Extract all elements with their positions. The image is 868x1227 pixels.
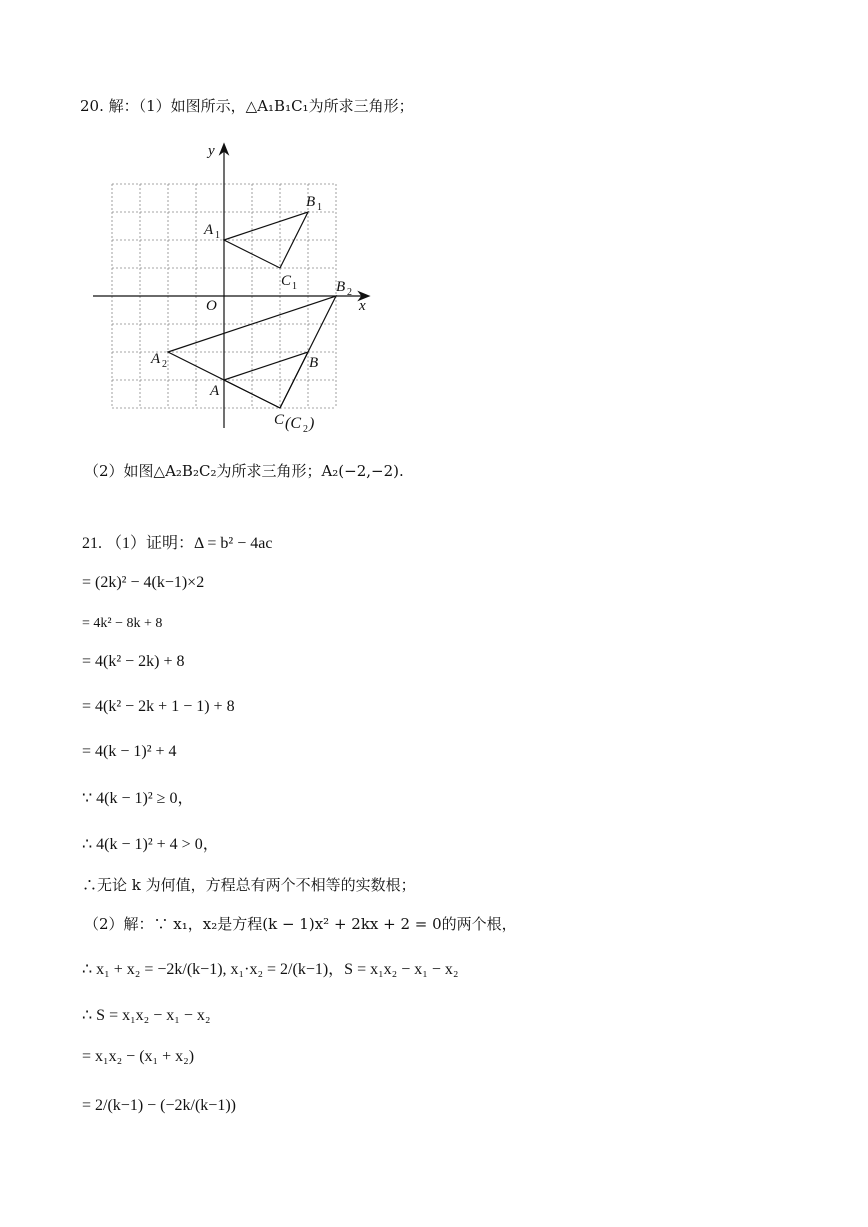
label-b2-sub: 2 xyxy=(347,287,352,298)
q21-line10: （2）解：∵ x₁，x₂是方程(k − 1)x² + 2kx + 2 = 0的两个根， xyxy=(84,915,517,933)
q21-line7: ∵ 4(k − 1)² ≥ 0， xyxy=(82,790,194,807)
label-b: B xyxy=(309,355,319,371)
q21-line6: = 4(k − 1)² + 4 xyxy=(82,743,177,760)
label-x: x xyxy=(359,298,366,314)
q21-line11: ∴ x₁ + x₂ = −2k/(k−1), x₁·x₂ = 2/(k−1)，S = x₁x₂ − x₁ − x₂ xyxy=(82,961,459,978)
q21-line4: = 4(k² − 2k) + 8 xyxy=(82,653,185,670)
label-a2: A xyxy=(151,351,161,367)
label-c2-close: ) xyxy=(309,415,315,432)
q21-line5: = 4(k² − 2k + 1 − 1) + 8 xyxy=(82,698,235,715)
q20-part2: （2）如图△A₂B₂C₂为所求三角形；A₂(−2,−2). xyxy=(84,462,404,480)
label-b2: B xyxy=(336,279,346,295)
q20-part1: 20. 解：（1）如图所示，△A₁B₁C₁为所求三角形； xyxy=(80,97,414,115)
q21-line9: ∴无论 k 为何值，方程总有两个不相等的实数根； xyxy=(82,876,416,894)
q21-line12: ∴ S = x₁x₂ − x₁ − x₂ xyxy=(82,1007,211,1024)
label-c2: (C xyxy=(285,415,301,432)
label-c2-sub: 2 xyxy=(303,424,308,435)
q21-line8: ∴ 4(k − 1)² + 4 > 0， xyxy=(82,836,219,853)
q21-line3: = 4k² − 8k + 8 xyxy=(82,616,163,631)
label-a: A xyxy=(210,383,220,399)
label-a1: A xyxy=(204,222,214,238)
label-a2-sub: 2 xyxy=(162,359,167,370)
q21-line1: 21. （1）证明：Δ = b² − 4ac xyxy=(82,535,273,552)
q21-line2: = (2k)² − 4(k−1)×2 xyxy=(82,574,205,591)
label-b1-sub: 1 xyxy=(317,202,322,213)
label-c1: C xyxy=(281,273,292,289)
coordinate-figure xyxy=(85,138,385,438)
q21-line14: = 2/(k−1) − (−2k/(k−1)) xyxy=(82,1097,236,1114)
label-c: C xyxy=(274,412,285,428)
label-c1-sub: 1 xyxy=(292,281,297,292)
label-y: y xyxy=(208,143,215,159)
label-b1: B xyxy=(306,194,316,210)
q21-line13: = x₁x₂ − (x₁ + x₂) xyxy=(82,1048,195,1065)
label-origin: O xyxy=(206,298,217,314)
label-a1-sub: 1 xyxy=(215,230,220,241)
